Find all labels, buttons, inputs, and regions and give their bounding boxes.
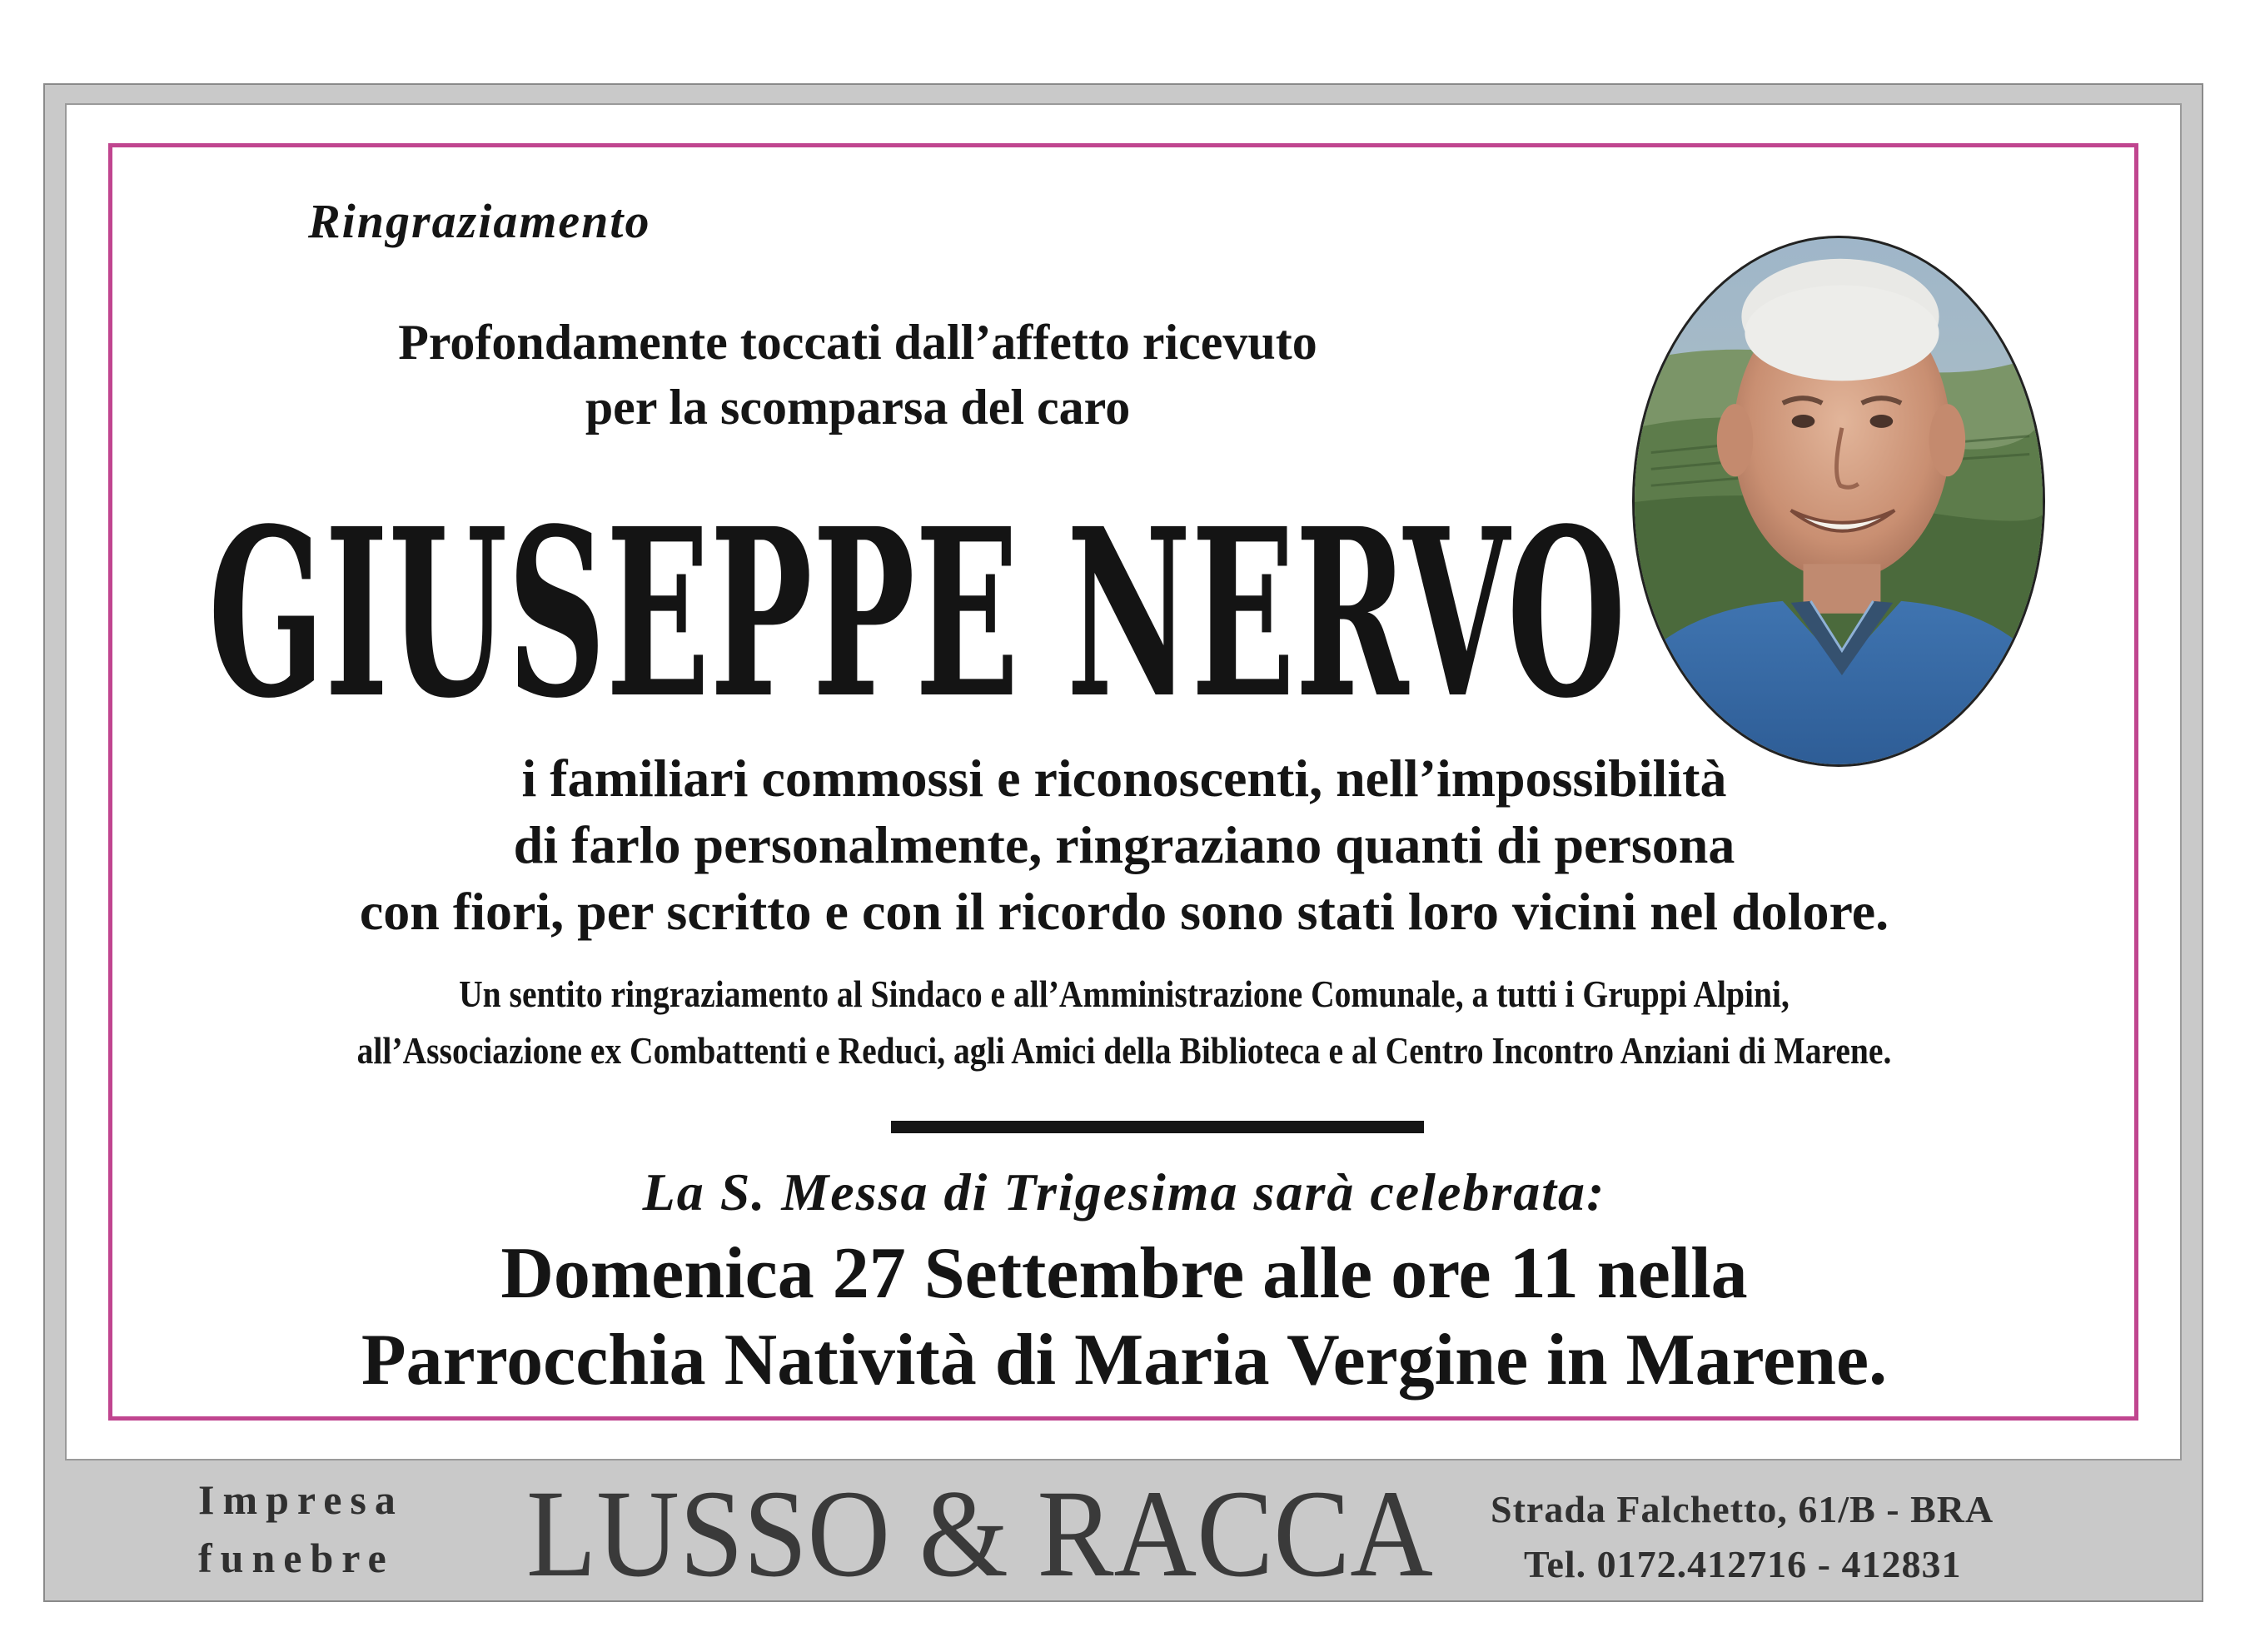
funeral-home-brand: LUSSO & RACCA: [526, 1465, 1433, 1603]
intro-line: per la scomparsa del caro: [585, 380, 1131, 435]
intro-line: Profondamente toccati dall’affetto ricevuto: [398, 315, 1317, 370]
thanks-line: all’Associazione ex Combattenti e Reduci, agli Amici della Biblioteca e al Centro Incontro Anziani di Marene.: [356, 1029, 1892, 1072]
body-line: con fiori, per scritto e con il ricordo sono stati loro vicini nel dolore.: [359, 882, 1889, 941]
section-divider: [891, 1121, 1424, 1133]
mass-details: [83, 1231, 2165, 1404]
footer-address: Strada Falchetto, 61/B - BRA: [1491, 1488, 1994, 1530]
footer-phone: Tel. 0172.412716 - 412831: [1524, 1543, 1962, 1585]
footer-label-line: Impresa: [198, 1476, 404, 1523]
body-text: [167, 745, 2082, 945]
mass-line: Domenica 27 Settembre alle ore 11 nella: [500, 1233, 1748, 1314]
mass-line: Parrocchia Natività di Maria Vergine in Marene.: [361, 1320, 1888, 1401]
thanks-line: Un sentito ringraziamento al Sindaco e all’Amministrazione Comunale, a tutti i Gruppi Alpini,: [459, 973, 1790, 1015]
notice-heading: Ringraziamento: [308, 194, 651, 248]
portrait-photo-icon: [1632, 236, 2045, 767]
mass-intro: La S. Messa di Trigesima sarà celebrata:: [642, 1162, 1606, 1222]
body-line: i familiari commossi e riconoscenti, nell’impossibilità: [521, 749, 1727, 808]
intro-text: [150, 310, 1566, 440]
footer-label-line: funebre: [198, 1535, 395, 1581]
thanks-text: [257, 966, 1990, 1079]
body-line: di farlo personalmente, ringraziano quanti di persona: [513, 815, 1735, 874]
deceased-name: GIUSEPPE NERVO: [208, 477, 1626, 749]
